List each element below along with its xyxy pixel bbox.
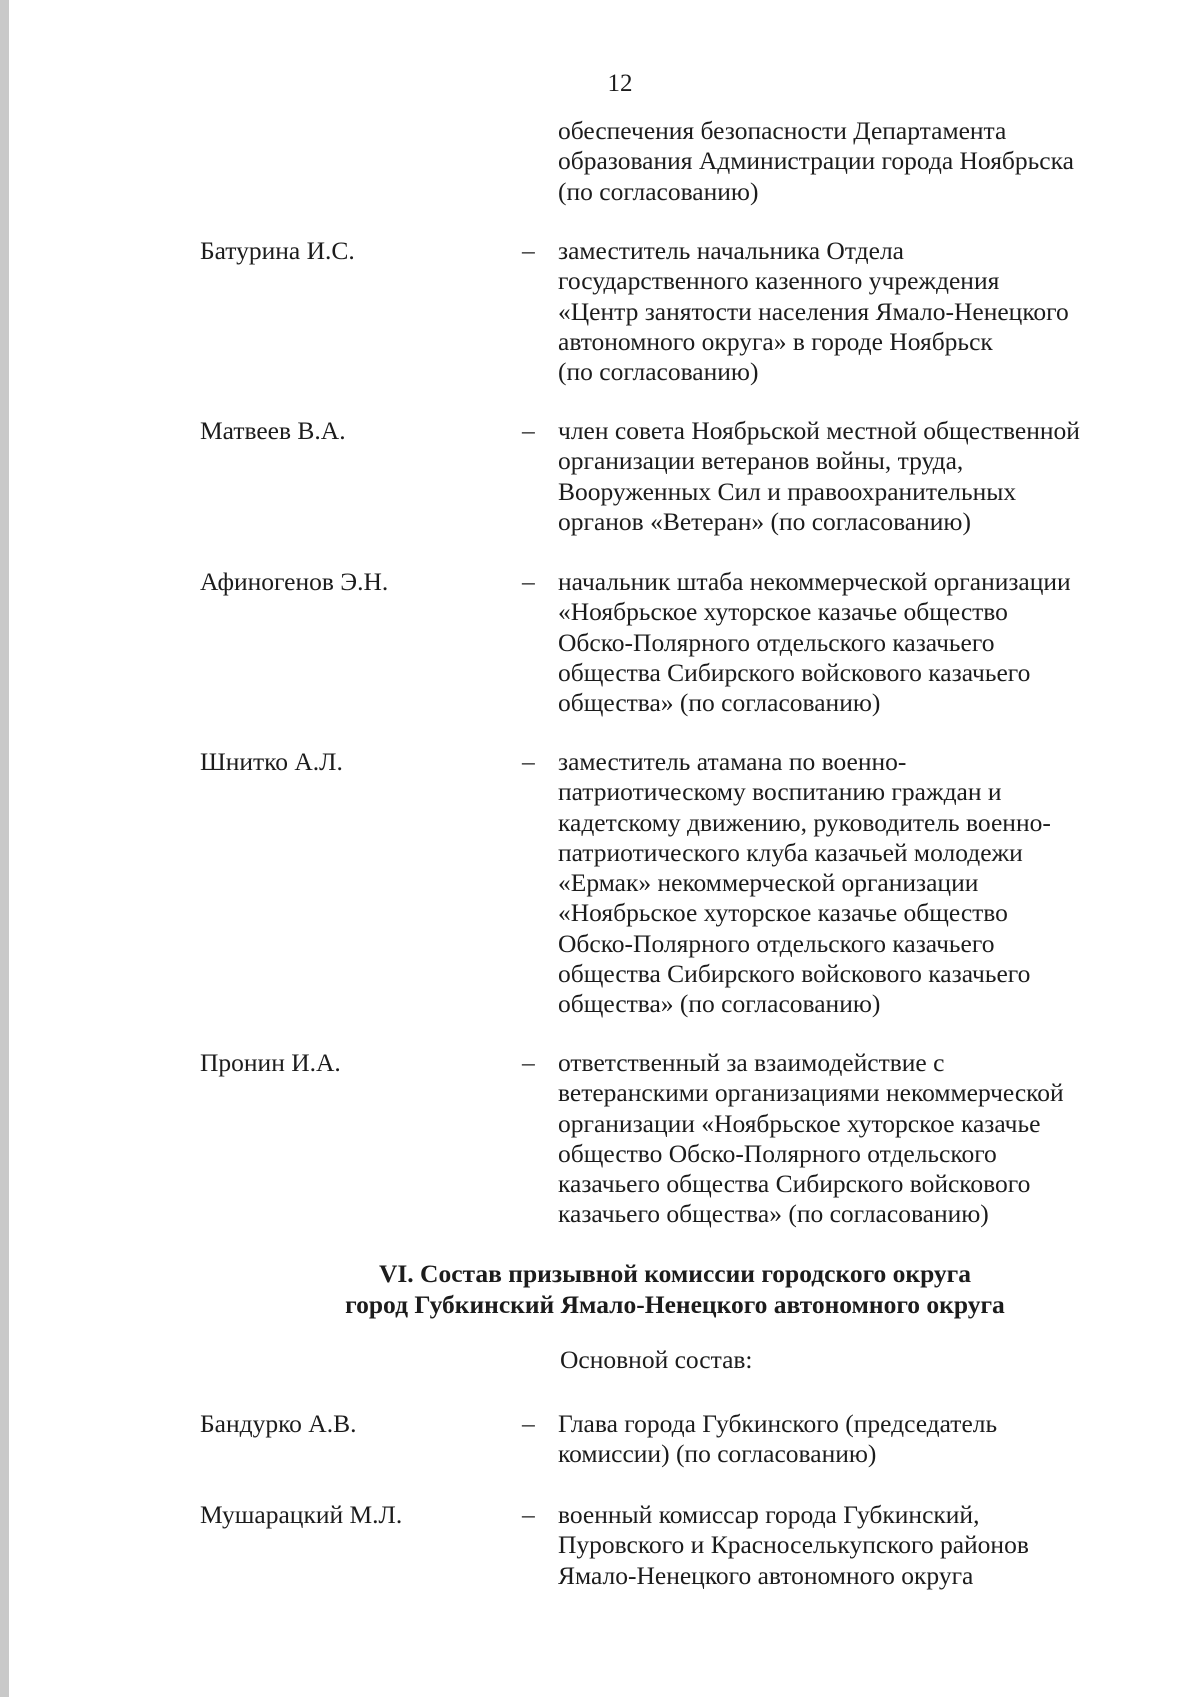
member-name: Шнитко А.Л.: [200, 747, 343, 776]
text-line: общества» (по согласованию): [558, 688, 881, 718]
text-line: образования Администрации города Ноябрьска: [558, 146, 1074, 176]
text-line: ответственный за взаимодействие с: [558, 1048, 945, 1077]
subsection-title: Основной состав:: [560, 1345, 753, 1374]
text-line: автономного округа» в городе Ноябрьск: [558, 326, 993, 356]
text-line: общества» (по согласованию): [558, 989, 881, 1019]
text-line: организации ветеранов войны, труда,: [558, 446, 964, 476]
text-line: Вооруженных Сил и правоохранительных: [558, 476, 1017, 506]
dash-separator: –: [522, 1500, 535, 1529]
member-position: [558, 1500, 1158, 1591]
text-line: член совета Ноябрьской местной общественной: [558, 416, 1080, 445]
member-name: Бандурко А.В.: [200, 1409, 357, 1438]
text-line: Обско-Полярного отдельского казачьего: [558, 928, 995, 958]
section-heading-line: город Губкинский Ямало-Ненецкого автономного округа: [345, 1290, 1005, 1319]
text-line: государственного казенного учреждения: [558, 266, 1000, 296]
text-line: общества Сибирского войскового казачьего: [558, 959, 1031, 989]
dash-separator: –: [522, 1409, 535, 1438]
text-line: заместитель начальника Отдела: [558, 236, 904, 265]
text-line: общества Сибирского войскового казачьего: [558, 657, 1031, 687]
text-line: организации «Ноябрьское хуторское казачье: [558, 1108, 1041, 1138]
member-position: [558, 236, 1158, 387]
text-line: «Ноябрьское хуторское казачье общество: [558, 597, 1008, 627]
member-position: [558, 1048, 1158, 1230]
text-line: военный комиссар города Губкинский,: [558, 1500, 980, 1529]
text-line: (по согласованию): [558, 176, 759, 206]
text-line: кадетскому движению, руководитель военно-: [558, 807, 1051, 837]
text-line: патриотического клуба казачьей молодежи: [558, 837, 1023, 867]
member-name: Афиногенов Э.Н.: [200, 567, 389, 596]
text-line: «Ноябрьское хуторское казачье общество: [558, 898, 1008, 928]
dash-separator: –: [522, 416, 535, 445]
text-line: ветеранскими организациями некоммерческой: [558, 1078, 1064, 1108]
text-line: заместитель атамана по военно-: [558, 747, 907, 776]
member-name: Мушарацкий М.Л.: [200, 1500, 403, 1529]
member-name: Матвеев В.А.: [200, 416, 346, 445]
text-line: (по согласованию): [558, 357, 759, 387]
member-position: [558, 1409, 1158, 1470]
text-line: Пуровского и Красноселькупского районов: [558, 1530, 1029, 1560]
dash-separator: –: [522, 236, 535, 265]
text-line: патриотическому воспитанию граждан и: [558, 777, 1002, 807]
text-line: органов «Ветеран» (по согласованию): [558, 506, 971, 536]
text-line: обеспечения безопасности Департамента: [558, 116, 1007, 145]
member-name: Батурина И.С.: [200, 236, 355, 265]
member-position: [558, 747, 1158, 1020]
text-line: комиссии) (по согласованию): [558, 1439, 877, 1469]
text-line: начальник штаба некоммерческой организации: [558, 567, 1071, 596]
member-position: [558, 416, 1158, 537]
section-heading: [200, 1258, 1150, 1320]
continued-position-text: [558, 116, 1158, 207]
text-line: Обско-Полярного отдельского казачьего: [558, 627, 995, 657]
text-line: Ямало-Ненецкого автономного округа: [558, 1560, 974, 1590]
text-line: казачьего общества» (по согласованию): [558, 1199, 989, 1229]
member-name: Пронин И.А.: [200, 1048, 341, 1077]
page-number: 12: [607, 70, 633, 97]
text-line: «Ермак» некоммерческой организации: [558, 868, 979, 898]
member-position: [558, 567, 1158, 718]
text-line: «Центр занятости населения Ямало-Ненецкого: [558, 296, 1069, 326]
scan-page-edge: [0, 0, 9, 1697]
text-line: казачьего общества Сибирского войскового: [558, 1169, 1031, 1199]
section-heading-line: VI. Состав призывной комиссии городского округа: [378, 1259, 972, 1288]
text-line: общество Обско-Полярного отдельского: [558, 1138, 997, 1168]
dash-separator: –: [522, 747, 535, 776]
text-line: Глава города Губкинского (председатель: [558, 1409, 998, 1438]
dash-separator: –: [522, 1048, 535, 1077]
dash-separator: –: [522, 567, 535, 596]
